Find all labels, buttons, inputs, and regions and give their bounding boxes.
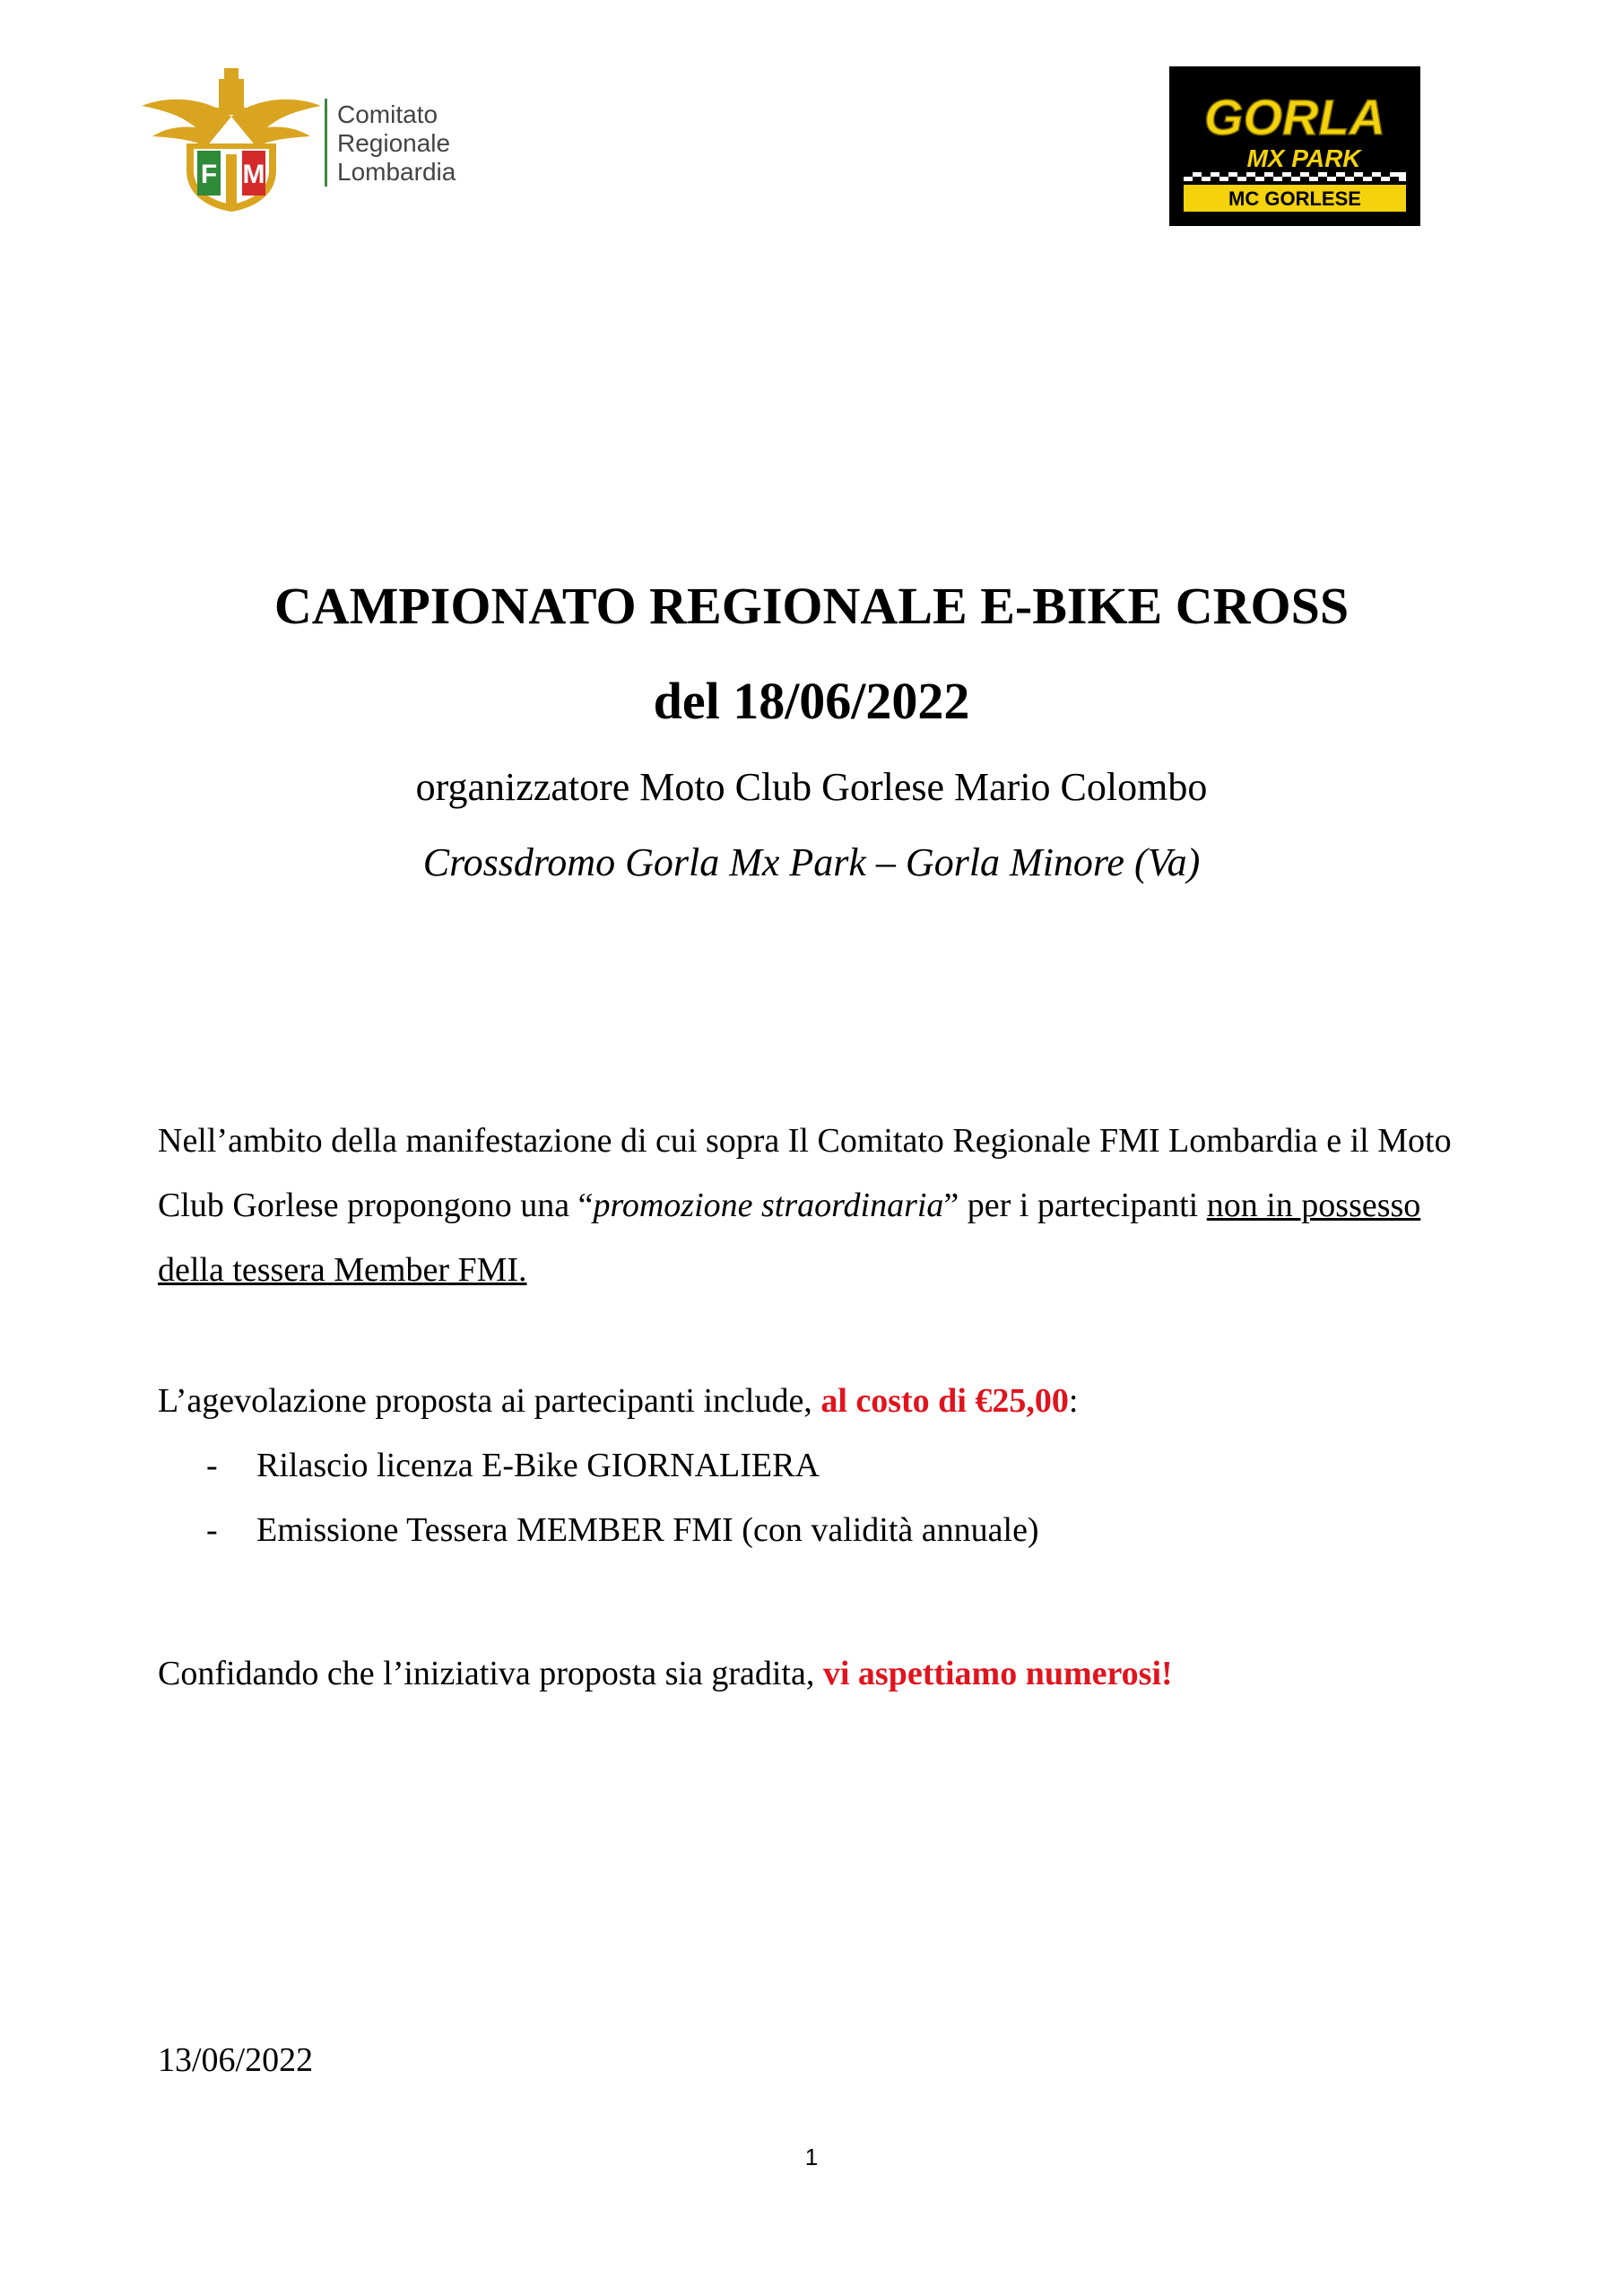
gorla-mx-park-logo-icon xyxy=(1169,66,1420,226)
intro-text-part2: ” per i partecipanti xyxy=(943,1187,1207,1224)
offer-list xyxy=(158,1433,1485,1562)
svg-text:F: F xyxy=(200,160,218,189)
fmi-logo-line-3: Lombardia xyxy=(337,158,456,186)
member-condition-underlined: non in possesso della tessera Member FMI. xyxy=(158,1187,1421,1289)
fmi-logo-text xyxy=(337,100,456,187)
page-title: CAMPIONATO REGIONALE E-BIKE CROSS xyxy=(273,577,1350,635)
offer-price-highlight: al costo di €25,00 xyxy=(820,1382,1069,1420)
promotion-italic: promozione straordinaria xyxy=(593,1187,944,1224)
fmi-logo-line-2: Regionale xyxy=(337,129,451,157)
offer-intro-line xyxy=(158,1369,1485,1433)
closing-paragraph xyxy=(158,1641,1485,1706)
svg-text:M: M xyxy=(242,160,265,189)
gorla-brand-text: GORLA xyxy=(1203,89,1386,145)
checkered-flag-strip xyxy=(1184,172,1406,181)
closing-text: Confidando che l’iniziativa proposta sia gradita, xyxy=(158,1655,823,1692)
offer-colon: : xyxy=(1068,1382,1079,1420)
venue-line: Crossdromo Gorla Mx Park – Gorla Minore (Va) xyxy=(422,840,1201,884)
fmi-lombardia-logo xyxy=(142,61,473,213)
closing-highlight: vi aspettiamo numerosi! xyxy=(822,1655,1173,1692)
gorla-mx-park-logo xyxy=(1169,66,1420,226)
offer-paragraph xyxy=(158,1369,1485,1562)
gorla-sub-text: MX PARK xyxy=(1246,144,1361,172)
issue-date: 13/06/2022 xyxy=(158,2041,314,2079)
intro-text-part1: Nell’ambito della manifestazione di cui sopra Il Comitato Regionale FMI Lombardia e il Moto Club Gorlese propongono una “ xyxy=(158,1122,1452,1224)
fmi-winged-emblem-icon xyxy=(142,61,321,213)
offer-list-item: - Rilascio licenza E-Bike GIORNALIERA xyxy=(158,1433,1485,1498)
page-number: 1 xyxy=(804,2144,819,2170)
offer-intro-text: L’agevolazione proposta ai partecipanti include, xyxy=(158,1382,821,1420)
logo-divider xyxy=(325,99,327,187)
fmi-logo-line-1: Comitato xyxy=(337,100,438,128)
offer-list-item: - Emissione Tessera MEMBER FMI (con validità annuale) xyxy=(158,1498,1485,1562)
event-date: del 18/06/2022 xyxy=(653,672,970,730)
organizer-line: organizzatore Moto Club Gorlese Mario Colombo xyxy=(415,765,1208,809)
gorla-club-text: MC GORLESE xyxy=(1228,187,1361,210)
intro-paragraph xyxy=(158,1109,1485,1302)
